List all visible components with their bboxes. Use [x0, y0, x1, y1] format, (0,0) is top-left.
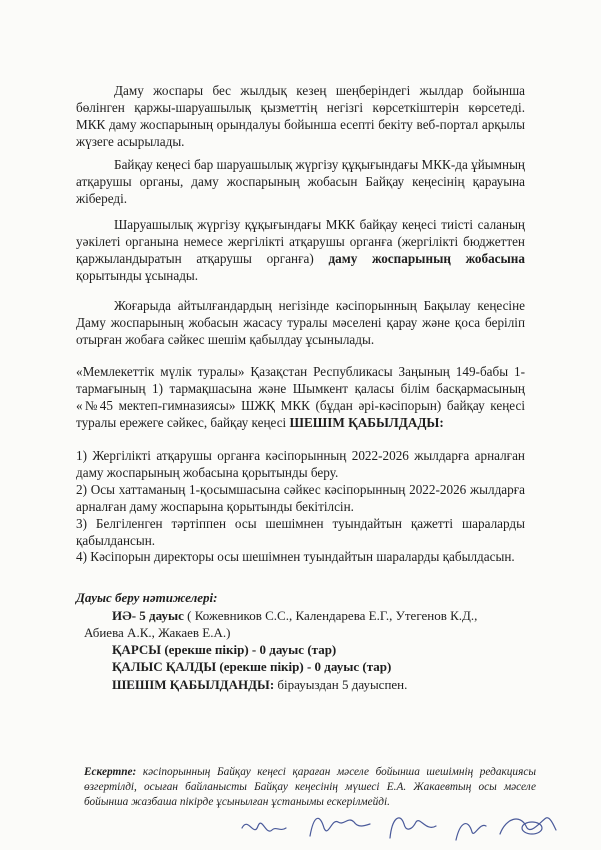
vote-abstain-line — [112, 658, 391, 675]
paragraph-text: Шаруашылық жүргізу құқығындағы МКК байқау кеңесі тиісті саланың уәкілеті органына немесе жергілікті атқарушы органға (жергілікті бюджеттен қаржыландыратын атқарушы органға) — [76, 217, 525, 266]
signature-stroke — [456, 824, 486, 840]
decision-heading: ШЕШІМ ҚАБЫЛДАДЫ: — [289, 415, 444, 430]
paragraph-executive-body — [76, 156, 525, 207]
decision-text: 2) Осы хаттаманың 1-қосымшасына сәйкес кәсіпорынның 2022-2026 жылдарға арналған даму жоспарына қорытынды бекітілсін. — [76, 482, 525, 514]
vote-decision-text: бірауыздан 5 дауыспен. — [274, 677, 408, 692]
vote-decision-label: ШЕШІМ ҚАБЫЛДАНДЫ: — [112, 677, 275, 692]
signature-stroke — [242, 823, 286, 831]
footnote-text: кәсіпорынның Байқау кеңесі қараған мәселе бойынша шешімнің редакциясы өзгертілді, осыған байланысты Байқау кеңесінің мүшесі Е.А. Жакаевтың осы мәселе бойынша жазбаша пікірде ұсынылған ұстанымы ескерілмейді. — [84, 766, 536, 808]
footnote-label: Ескертпе: — [84, 766, 137, 778]
paragraph-bold-text: даму жоспарының жобасына — [328, 251, 526, 266]
signature-stroke — [522, 822, 542, 834]
footnote-remark — [84, 765, 536, 810]
signature-stroke — [390, 818, 436, 838]
vote-abstain: ҚАЛЫС ҚАЛДЫ (ерекше пікір) - 0 дауыс (тар) — [112, 659, 392, 674]
vote-against: ҚАРСЫ (ерекше пікір) - 0 дауыс (тар) — [112, 642, 337, 657]
paragraph-proposal — [76, 297, 525, 348]
signatures-image — [240, 808, 560, 846]
decision-text: 4) Кәсіпорын директоры осы шешімнен туындайтын шараларды қабылдасын. — [76, 549, 515, 564]
decision-text: 3) Белгіленген тәртіппен осы шешімнен туындайтын қажетті шараларды қабылдансын. — [76, 516, 525, 548]
vote-yes-label: ИӘ- 5 дауыс — [112, 608, 184, 623]
paragraph-text: Жоғарыда айтылғандардың негізінде кәсіпорынның Бақылау кеңесіне Даму жоспарының жобасын жасасу туралы мәселені қарау және қоса беріліп отырған жобаға сәйкес шешім қабылдау ұсынылады. — [76, 298, 525, 347]
decision-text: 1) Жергілікті атқарушы органға кәсіпорынның 2022-2026 жылдарға арналған даму жоспарының жобасына қорытынды беру. — [76, 448, 525, 480]
signature-stroke — [310, 818, 370, 836]
paragraph-text: Байқау кеңесі бар шаруашылық жүргізу құқығындағы МКК-да ұйымның атқарушы органы, даму жоспарының жобасын Байқау кеңесінің қарауына жібереді. — [76, 157, 525, 206]
vote-yes-names-cont: Абиева А.К., Жакаев Е.А.) — [84, 625, 231, 640]
vote-decision-line — [112, 676, 407, 693]
paragraph-text: Даму жоспары бес жылдық кезең шеңберіндегі жылдар бойынша бөлінген қаржы-шаруашылық қызметтің негізгі көрсеткіштерін көрсетеді. МКК даму жоспарының орындалуы бойынша есепті бекіту веб-портал арқылы жүзеге асырылады. — [76, 83, 525, 149]
paragraph-text-end: қорытынды ұсынады. — [76, 268, 199, 283]
decision-item-1 — [76, 447, 525, 481]
vote-results-heading: Дауыс беру нәтижелері: — [76, 590, 218, 605]
paragraph-legal-basis — [76, 363, 525, 431]
vote-yes-line — [112, 607, 477, 624]
paragraph-development-plan — [76, 82, 525, 150]
vote-against-line — [112, 641, 336, 658]
paragraph-text: «Мемлекеттік мүлік туралы» Қазақстан Республикасы Заңының 149-бабы 1-тармағының 1) тармақшасына және Шымкент қаласы білім басқармасының «№45 мектеп-гимназиясы» ШЖҚ МКК (бұдан әрі-кәсіпорын) байқау кеңесі туралы ережеге сәйкес, байқау кеңесі — [76, 364, 525, 430]
decision-item-2 — [76, 481, 525, 515]
decision-item-4 — [76, 548, 525, 565]
signature-stroke — [500, 818, 556, 834]
decision-item-3 — [76, 515, 525, 549]
vote-yes-names: ( Кожевников С.С., Календарева Е.Г., Утегенов К.Д., — [183, 608, 478, 623]
paragraph-supervisory-board — [76, 216, 525, 284]
